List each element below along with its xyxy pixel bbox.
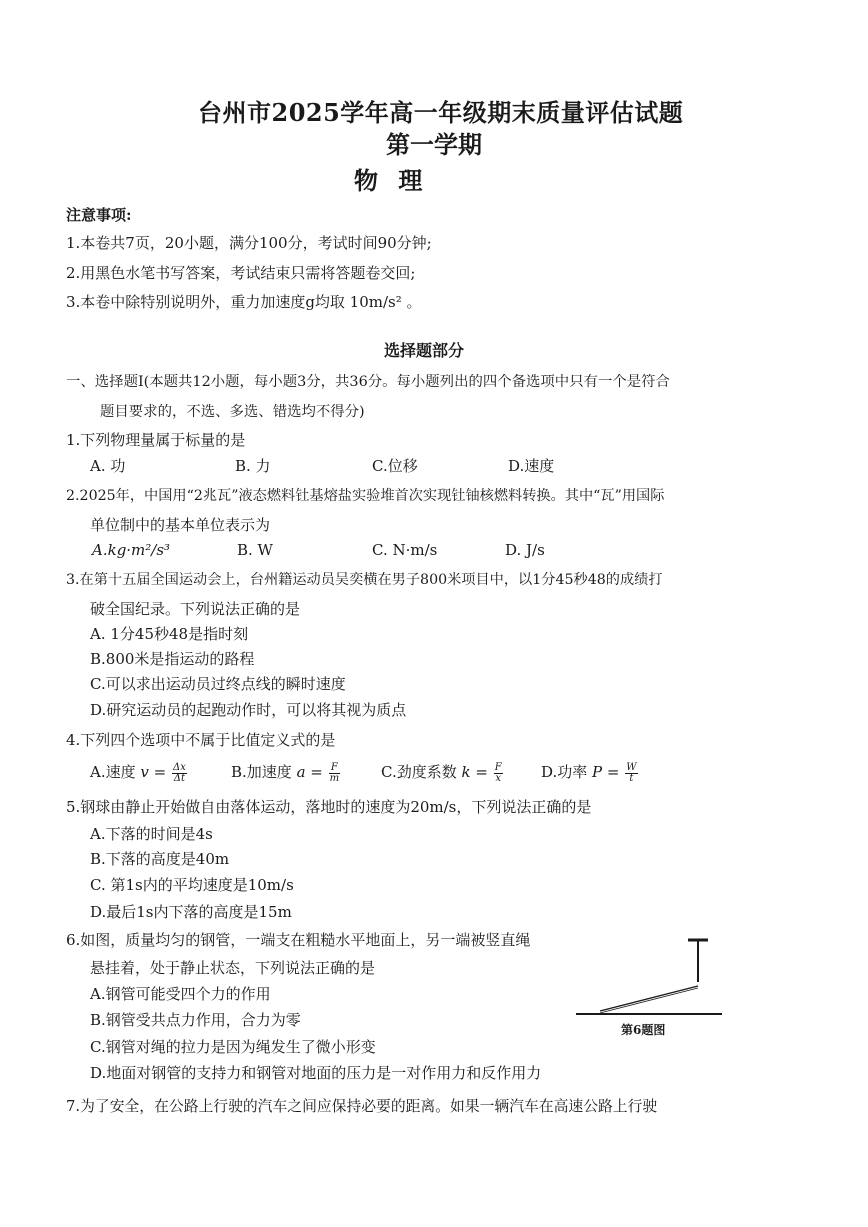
- option-d-label: D.功率: [541, 763, 588, 781]
- option-d: D. J/s: [505, 541, 545, 559]
- notice-heading: 注意事项:: [66, 206, 132, 224]
- question-stem: 7.为了安全，在公路上行驶的汽车之间应保持必要的距离。如果一辆汽车在高速公路上行驶: [66, 1098, 658, 1115]
- option-c: C. N·m/s: [372, 541, 438, 559]
- fraction: [172, 763, 187, 784]
- option-a: A.钢管可能受四个力的作用: [90, 985, 271, 1003]
- option-b: B. W: [237, 541, 273, 559]
- option-c: [381, 762, 504, 784]
- figure-caption: 第6题图: [621, 1023, 666, 1037]
- formula-var: P =: [592, 763, 620, 781]
- option-b: B.钢管受共点力作用，合力为零: [90, 1011, 301, 1029]
- notice-item: 2.用黑色水笔书写答案，考试结束只需将答题卷交回;: [66, 264, 416, 282]
- option-a: A. 功: [90, 457, 126, 475]
- question-stem: 5.钢球由静止开始做自由落体运动，落地时的速度为20m/s，下列说法正确的是: [66, 798, 592, 816]
- option-d: D.速度: [508, 457, 555, 475]
- question-stem: 悬挂着，处于静止状态，下列说法正确的是: [90, 959, 376, 977]
- fraction-denominator: t: [629, 772, 634, 784]
- question-stem: 4.下列四个选项中不属于比值定义式的是: [66, 731, 336, 749]
- option-a: [90, 762, 188, 784]
- fraction: [494, 763, 503, 784]
- fraction-numerator: F: [494, 761, 502, 773]
- fraction-numerator: W: [626, 761, 637, 773]
- fraction-denominator: m: [329, 772, 340, 784]
- notice-item: 1.本卷共7页，20小题，满分100分，考试时间90分钟;: [66, 234, 432, 252]
- option-b: B. 力: [235, 457, 271, 475]
- fraction-denominator: x: [495, 772, 502, 784]
- exam-semester: 第一学期: [386, 130, 482, 159]
- option-a: A. 1分45秒48是指时刻: [90, 625, 249, 643]
- option-d: [541, 762, 639, 784]
- option-d: D.地面对钢管的支持力和钢管对地面的压力是一对作用力和反作用力: [90, 1064, 542, 1082]
- section-title: 选择题部分: [384, 341, 465, 360]
- option-d: D.最后1s内下落的高度是15m: [90, 903, 292, 921]
- steel-pipe-edge: [600, 988, 698, 1013]
- fraction-denominator: Δt: [173, 772, 186, 784]
- section-intro: 一、选择题Ⅰ(本题共12小题，每小题3分，共36分。每小题列出的四个备选项中只有一个是符合: [66, 374, 670, 390]
- option-a: A.下落的时间是4s: [90, 825, 213, 843]
- exam-title: 台州市2025学年高一年级期末质量评估试题: [198, 98, 684, 127]
- option-b-label: B.加速度: [231, 763, 292, 781]
- option-b: [231, 762, 341, 784]
- fraction-numerator: F: [329, 763, 340, 774]
- exam-subject: 物 理: [354, 166, 429, 195]
- formula-var: a =: [296, 763, 323, 781]
- notice-item: 3.本卷中除特别说明外，重力加速度g均取 10m/s² 。: [66, 293, 422, 311]
- question-stem: 1.下列物理量属于标量的是: [66, 431, 246, 449]
- question-stem: 单位制中的基本单位表示为: [90, 516, 271, 534]
- option-c-label: C.劲度系数: [381, 763, 457, 781]
- option-a: A.kg·m²/s³: [92, 541, 171, 559]
- question-stem: 3.在第十五届全国运动会上，台州籍运动员吴奕横在男子800米项目中，以1分45秒48的成绩打: [66, 572, 663, 588]
- option-c: C.位移: [372, 457, 418, 475]
- option-b: B.下落的高度是40m: [90, 850, 230, 868]
- option-d: D.研究运动员的起跑动作时，可以将其视为质点: [90, 701, 407, 719]
- option-c: C. 第1s内的平均速度是10m/s: [90, 876, 294, 894]
- question-stem: 6.如图，质量均匀的钢管，一端支在粗糙水平地面上，另一端被竖直绳: [66, 931, 531, 949]
- formula-var: k =: [461, 763, 488, 781]
- fraction-numerator: Δx: [172, 761, 186, 773]
- option-c: C.可以求出运动员过终点线的瞬时速度: [90, 675, 346, 693]
- fraction: [625, 763, 637, 784]
- question-stem: 破全国纪录。下列说法正确的是: [90, 600, 301, 618]
- option-b: B.800米是指运动的路程: [90, 650, 255, 668]
- option-a-label: A.速度: [90, 763, 136, 781]
- steel-pipe: [600, 986, 698, 1011]
- fraction: [329, 763, 340, 784]
- question-stem: 2.2025年，中国用“2兆瓦”液态燃料钍基熔盐实验堆首次实现钍铀核燃料转换。其中“瓦”用国际: [66, 488, 665, 504]
- section-intro: 题目要求的，不选、多选、错选均不得分): [100, 404, 365, 420]
- formula-var: v =: [140, 763, 167, 781]
- option-c: C.钢管对绳的拉力是因为绳发生了微小形变: [90, 1038, 376, 1056]
